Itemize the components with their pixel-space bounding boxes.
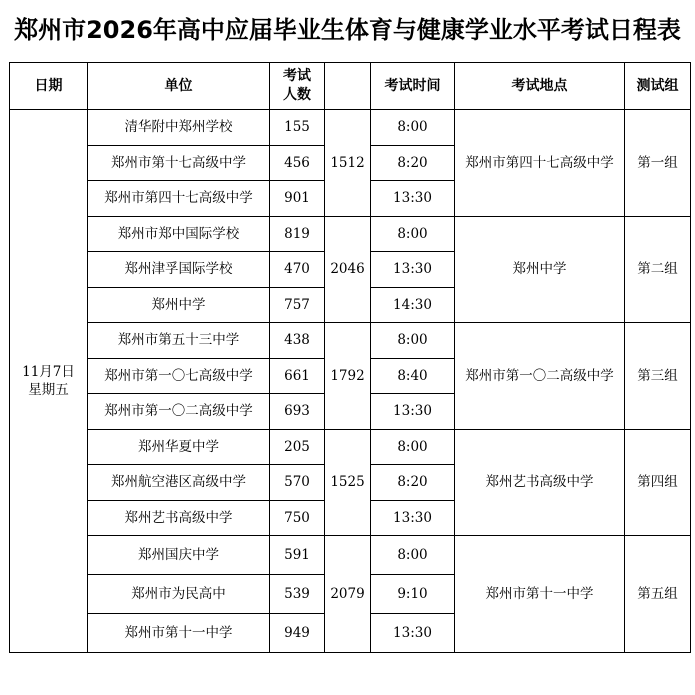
header-count: [270, 63, 325, 110]
header-date: 日期: [10, 63, 88, 110]
time-cell: 9:10: [371, 575, 455, 614]
total-cell: 2046: [325, 216, 371, 323]
count-cell: 819: [270, 216, 325, 252]
time-cell: 8:00: [371, 323, 455, 359]
count-cell: 661: [270, 358, 325, 394]
time-cell: 8:00: [371, 536, 455, 575]
time-cell: 13:30: [371, 500, 455, 536]
unit-cell: 郑州航空港区高级中学: [88, 465, 270, 501]
group-cell: 第五组: [625, 536, 691, 653]
site-cell: 郑州中学: [455, 216, 625, 323]
time-cell: 8:00: [371, 216, 455, 252]
unit-cell: 郑州市第五十三中学: [88, 323, 270, 359]
unit-cell: 郑州国庆中学: [88, 536, 270, 575]
date-line1: 11月7日: [22, 364, 75, 380]
table-row: [10, 536, 691, 575]
unit-cell: 郑州市郑中国际学校: [88, 216, 270, 252]
time-cell: 13:30: [371, 252, 455, 288]
date-line2: 星期五: [28, 382, 69, 398]
unit-cell: 清华附中郑州学校: [88, 110, 270, 146]
unit-cell: 郑州市第十七高级中学: [88, 145, 270, 181]
unit-cell: 郑州艺书高级中学: [88, 500, 270, 536]
count-cell: 901: [270, 181, 325, 217]
time-cell: 8:20: [371, 465, 455, 501]
table-row: [10, 110, 691, 146]
schedule-table: [9, 62, 691, 653]
count-cell: 591: [270, 536, 325, 575]
count-cell: 570: [270, 465, 325, 501]
site-cell: 郑州市第一〇二高级中学: [455, 323, 625, 430]
time-cell: 8:20: [371, 145, 455, 181]
table-row: [10, 216, 691, 252]
count-cell: 470: [270, 252, 325, 288]
page-title: 郑州市2026年高中应届毕业生体育与健康学业水平考试日程表: [14, 16, 681, 44]
header-row: [10, 63, 691, 110]
site-cell: 郑州艺书高级中学: [455, 429, 625, 536]
unit-cell: 郑州市第四十七高级中学: [88, 181, 270, 217]
time-cell: 13:30: [371, 181, 455, 217]
count-cell: 539: [270, 575, 325, 614]
header-subtotal: [325, 63, 371, 110]
table-row: [10, 429, 691, 465]
total-cell: 2079: [325, 536, 371, 653]
site-cell: 郑州市第四十七高级中学: [455, 110, 625, 217]
unit-cell: 郑州市第一〇七高级中学: [88, 358, 270, 394]
group-cell: 第二组: [625, 216, 691, 323]
header-count-line2: 人数: [283, 87, 311, 103]
count-cell: 949: [270, 614, 325, 653]
header-group: 测试组: [625, 63, 691, 110]
header-unit: 单位: [88, 63, 270, 110]
unit-cell: 郑州华夏中学: [88, 429, 270, 465]
total-cell: 1792: [325, 323, 371, 430]
total-cell: 1525: [325, 429, 371, 536]
group-cell: 第一组: [625, 110, 691, 217]
time-cell: 13:30: [371, 394, 455, 430]
time-cell: 13:30: [371, 614, 455, 653]
count-cell: 438: [270, 323, 325, 359]
site-cell: 郑州市第十一中学: [455, 536, 625, 653]
count-cell: 757: [270, 287, 325, 323]
unit-cell: 郑州津孚国际学校: [88, 252, 270, 288]
count-cell: 456: [270, 145, 325, 181]
time-cell: 8:40: [371, 358, 455, 394]
time-cell: 14:30: [371, 287, 455, 323]
header-count-line1: 考试: [283, 68, 311, 84]
time-cell: 8:00: [371, 429, 455, 465]
unit-cell: 郑州市第十一中学: [88, 614, 270, 653]
unit-cell: 郑州中学: [88, 287, 270, 323]
header-site: 考试地点: [455, 63, 625, 110]
group-cell: 第三组: [625, 323, 691, 430]
group-cell: 第四组: [625, 429, 691, 536]
count-cell: 205: [270, 429, 325, 465]
unit-cell: 郑州市第一〇二高级中学: [88, 394, 270, 430]
unit-cell: 郑州市为民高中: [88, 575, 270, 614]
time-cell: 8:00: [371, 110, 455, 146]
table-row: [10, 323, 691, 359]
date-cell: [10, 110, 88, 653]
count-cell: 693: [270, 394, 325, 430]
total-cell: 1512: [325, 110, 371, 217]
count-cell: 155: [270, 110, 325, 146]
count-cell: 750: [270, 500, 325, 536]
header-time: 考试时间: [371, 63, 455, 110]
